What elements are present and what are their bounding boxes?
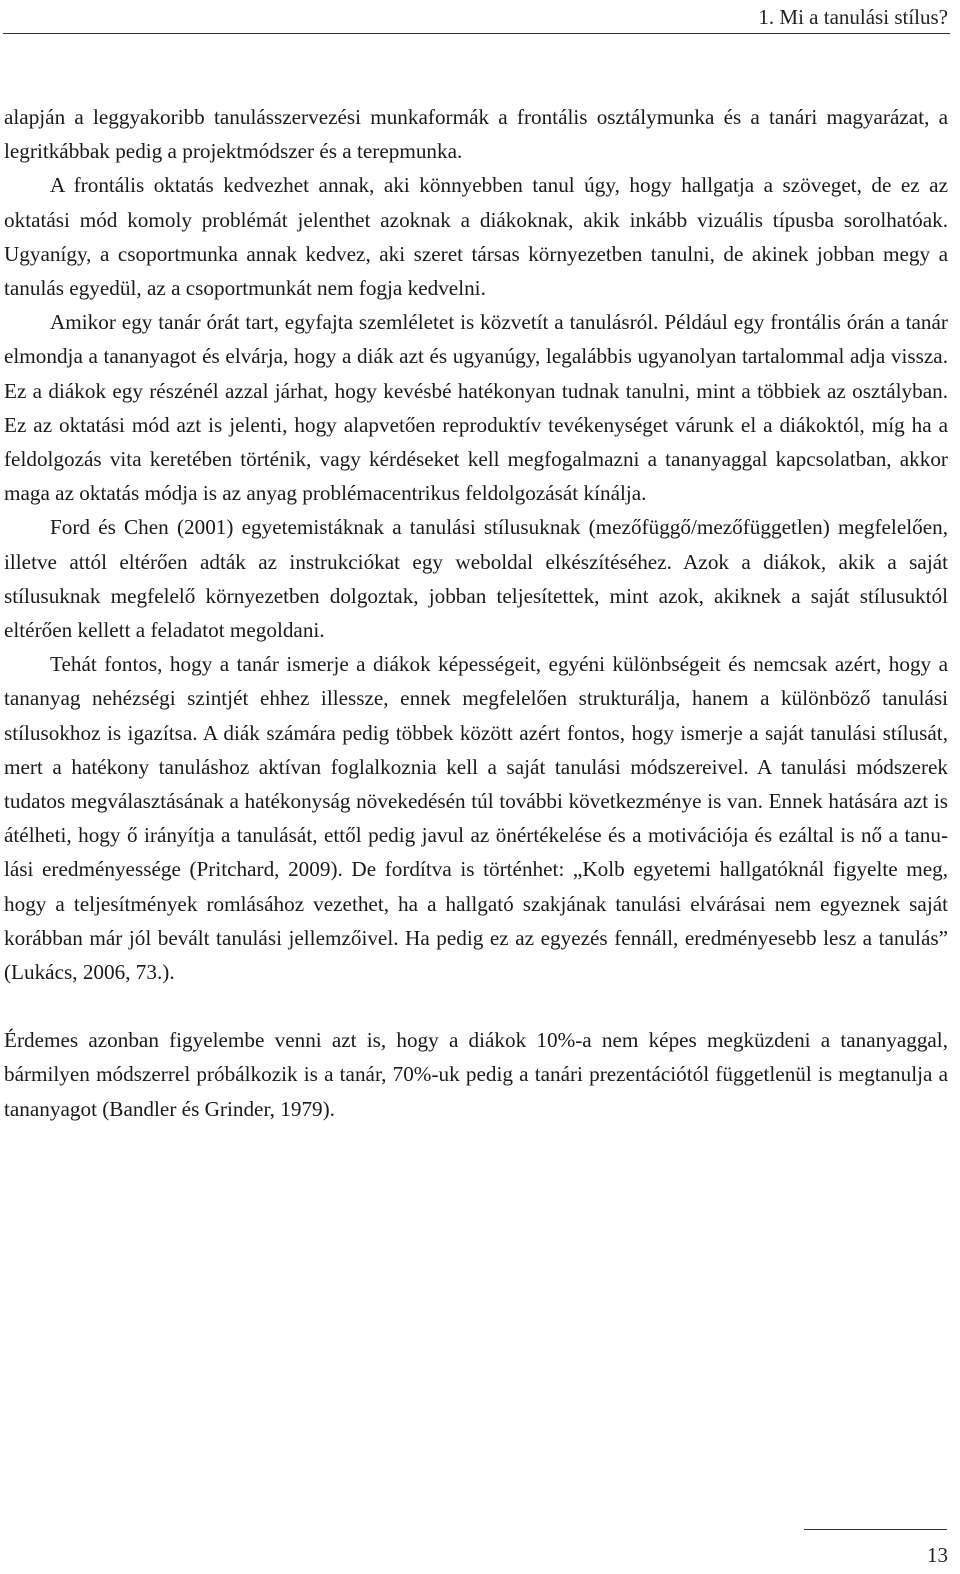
footer-rule	[804, 1529, 947, 1530]
paragraph-4: Ford és Chen (2001) egyetemistáknak a tanulási stílusuknak (mezőfüggő/mezőfüggetlen) megfelelően, illetve attól eltérően adták az instrukciókat egy weboldal elkészítéséhez. Azok a diákok, akik a saját stílusuknak megfelelő környezetben dolgoztak, jobban teljesítettek, mint azok, akiknek a saját stílusuktól eltérően kellett a feladatot megoldani.	[4, 515, 948, 643]
page-number: 13	[927, 1543, 948, 1567]
paragraph-2: A frontális oktatás kedvezhet annak, aki könnyebben tanul úgy, hogy hallgatja a szöveget, de ez az oktatási mód komoly problémát jelenthet azoknak a diákoknak, akik inkább vizuális típusba sorolhatóak. Ugyanígy, a csoportmunka annak kedvez, aki szeret társas környezetben tanulni, de akinek jobban megy a tanulás egyedül, az a csoportmunkát nem fogja kedvelni.	[4, 173, 948, 301]
running-title: 1. Mi a tanulási stílus?	[758, 5, 948, 29]
paragraph-3: Amikor egy tanár órát tart, egyfajta szemléletet is közvetít a tanulásról. Például egy frontális órán a tanár elmondja a tananyagot és elvárja, hogy a diák azt és ugyanúgy, legalábbis ugyanolyan tartalommal adja vissza. Ez a diákok egy részénél azzal járhat, hogy kevésbé hatékonyan tudnak tanulni, mint a többiek az osztályban. Ez az oktatási mód azt is jelenti, hogy alapvetően reproduktív tevékenységet várunk el a diákoktól, míg ha a feldolgozás vita keretében történik, vagy kérdéseket kell megfogalmazni a tananyaggal kapcsolatban, akkor maga az oktatás módja is az anyag problémacentrikus feldolgozását kínálja.	[4, 310, 948, 506]
body-text	[4, 100, 948, 1126]
paragraph-6: Érdemes azonban figyelembe venni azt is, hogy a diákok 10%-a nem képes megküzdeni a tananyaggal, bármilyen módszerrel próbálkozik is a tanár, 70%-uk pedig a tanári prezentációtól függetlenül is megtanulja a tananyagot (Bandler és Grinder, 1979).	[4, 1028, 948, 1121]
paragraph-5: Tehát fontos, hogy a tanár ismerje a diákok képességeit, egyéni különbségeit és nemcsak azért, hogy a tananyag nehézségi szintjét ehhez illessze, ennek megfelelően strukturálja, hanem a különböző tanulási stílusokhoz is igazítsa. A diák számára pedig többek között azért fontos, hogy ismerje a saját tanulási stílusát, mert a hatékony tanuláshoz aktívan foglalkoznia kell a saját tanulási módszereivel. A tanulási módszerek tudatos megválasztásának a hatékonyság növekedésén túl további következménye is van. Ennek hatására azt is átélheti, hogy ő irányítja a tanulását, ettől pedig javul az önértékelése és a motivációja és ezáltal is nő a tanulási eredményessége (Pritchard, 2009). De fordítva is történhet: „Kolb egyetemi hallgatóknál figyelte meg, hogy a teljesítmények romlásához vezethet, ha a hallgató szakjának tanulási elvárásai nem egyeznek saját korábban már jól bevált tanulási jellemzőivel. Ha pedig ez az egyezés fennáll, eredményesebb lesz a tanulás” (Lukács, 2006, 73.).	[4, 652, 948, 985]
header-rule	[3, 33, 950, 34]
paragraph-1: alapján a leggyakoribb tanulásszervezési munkaformák a frontális osztálymunka és a tanári magyarázat, a legritkábbak pedig a projektmódszer és a terepmunka.	[4, 105, 948, 164]
